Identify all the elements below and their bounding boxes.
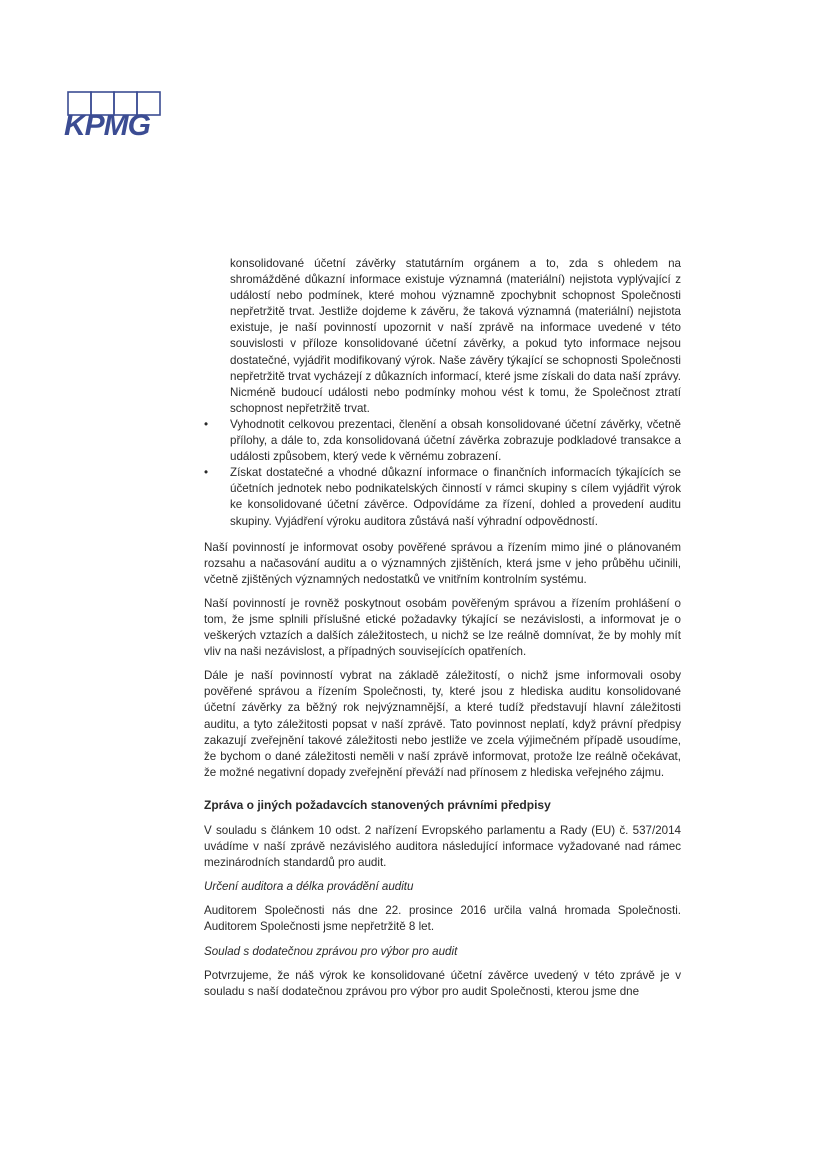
section-heading: Zpráva o jiných požadavcích stanovených právními předpisy <box>204 797 551 812</box>
bullet-item <box>204 417 681 465</box>
continued-bullet-text: konsolidované účetní závěrky statutárním orgánem a to, zda s ohledem na shromážděné důkazní informace existuje významná (materiální) nejistota vyplývající z událostí nebo podmínek, které mohou významně zpochybnit schopnost Společnosti nepřetržitě trvat. Jestliže dojdeme k závěru, že taková významná (materiální) nejistota existuje, je naší povinností upozornit v naší zprávě na informace uvedené v této souvislosti v příloze konsolidované účetní závěrky, a pokud tyto informace nejsou dostatečné, vyjádřit modifikovaný výrok. Naše závěry týkající se schopnosti Společnosti nepřetržitě trvat vycházejí z důkazních informací, které jsme získali do data naší zprávy. Nicméně budoucí události nebo podmínky mohou vést k tomu, že Společnost ztratí schopnost nepřetržitě trvat. <box>230 257 681 415</box>
paragraph: Naší povinností je informovat osoby pověřené správou a řízením mimo jiné o plánovaném rozsahu a načasování auditu a o významných zjištěních, která jsme v jeho průběhu učinili, včetně zjištěných významných nedostatků ve vnitřním kontrolním systému. <box>204 540 681 586</box>
document-body <box>204 256 681 1008</box>
subsection-title: Soulad s dodatečnou zprávou pro výbor pro audit <box>204 944 458 958</box>
bullet-text: Vyhodnotit celkovou prezentaci, členění a obsah konsolidované účetní závěrky, včetně přílohy, a dále to, zda konsolidovaná účetní závěrka zobrazuje podkladové transakce a události způsobem, který vede k věrnému zobrazení. <box>230 417 681 464</box>
paragraph: Naší povinností je rovněž poskytnout osobám pověřeným správou a řízením prohlášení o tom, že jsme splnili příslušné etické požadavky týkající se nezávislosti, a informovat je o veškerých vztazích a dalších záležitostech, u nichž se lze reálně domnívat, že by mohly mít vliv na naši nezávislost, a případných souvisejících opatřeních. <box>204 596 681 659</box>
logo-text: KPMG <box>64 109 150 140</box>
paragraph: Auditorem Společnosti nás dne 22. prosince 2016 určila valná hromada Společnosti. Auditorem Společnosti jsme nepřetržitě 8 let. <box>204 904 681 934</box>
paragraph: Dále je naší povinností vybrat na základě záležitostí, o nichž jsme informovali osoby pověřené správou a řízením Společnosti, ty, které jsou z hlediska auditu konsolidované účetní závěrky za běžný rok nejvýznamnější, a které tudíž představují hlavní záležitosti auditu, a tyto záležitosti popsat v naší zprávě. Tato povinnost neplatí, když právní předpisy zakazují zveřejnění takové záležitosti nebo jestliže ve zcela výjimečném případě usoudíme, že bychom o dané záležitosti neměli v naší zprávě informovat, protože lze reálně očekávat, že možné negativní dopady zveřejnění převáží nad přínosem z hlediska veřejného zájmu. <box>204 669 681 779</box>
bullet-marker: • <box>204 417 209 431</box>
paragraph: V souladu s článkem 10 odst. 2 nařízení Evropského parlamentu a Rady (EU) č. 537/2014 uvádíme v naší zprávě nezávislého auditora následující informace vyžadované nad rámec mezinárodních standardů pro audit. <box>204 824 681 870</box>
kpmg-logo-mark <box>60 88 172 140</box>
bullet-text: Získat dostatečné a vhodné důkazní informace o finančních informacích týkajících se účetních jednotek nebo podnikatelských činností v rámci skupiny s cílem vyjádřit výrok ke konsolidované účetní závěrce. Odpovídáme za řízení, dohled a provedení auditu skupiny. Vyjádření výroku auditora zůstává naší výhradní odpovědností. <box>230 466 681 528</box>
bullet-item <box>204 465 681 529</box>
paragraph: Potvrzujeme, že náš výrok ke konsolidované účetní závěrce uvedený v této zprávě je v souladu s naší dodatečnou zprávou pro výbor pro audit Společnosti, kterou jsme dne <box>204 968 681 998</box>
bullet-marker: • <box>204 466 209 480</box>
kpmg-logo <box>60 88 172 140</box>
subsection-title: Určení auditora a délka provádění auditu <box>204 880 414 894</box>
